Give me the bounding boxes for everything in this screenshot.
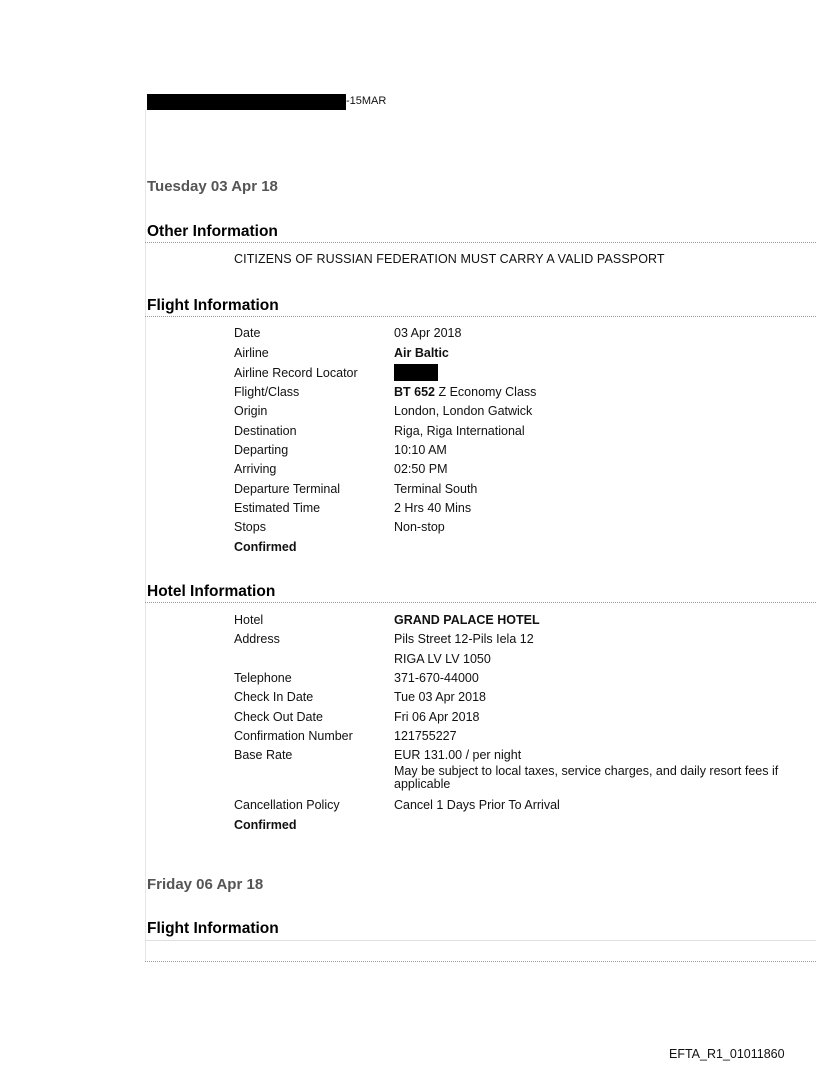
day-heading: Tuesday 03 Apr 18 <box>147 178 278 195</box>
hotel-row-label: Check Out Date <box>234 710 323 724</box>
hotel-row-label: Base Rate <box>234 748 293 762</box>
check-out-date: Fri 06 Apr 2018 <box>394 710 480 724</box>
flight-row-label: Airline <box>234 346 269 360</box>
section-title-flight-information: Flight Information <box>147 297 279 314</box>
section-title-flight-information: Flight Information <box>147 920 279 937</box>
section-divider <box>145 940 816 941</box>
flight-row-label: Flight/Class <box>234 385 300 399</box>
flight-row-label: Destination <box>234 424 297 438</box>
flight-row-value: London, London Gatwick <box>394 404 533 418</box>
section-bottom-rule <box>145 961 816 962</box>
airline-name: Air Baltic <box>394 346 449 360</box>
flight-row-label: Estimated Time <box>234 501 321 515</box>
rate-disclaimer: May be subject to local taxes, service charges, and daily resort fees if applicable <box>394 764 779 791</box>
hotel-row-label: Confirmation Number <box>234 729 353 743</box>
check-in-date: Tue 03 Apr 2018 <box>394 690 486 704</box>
passport-notice: CITIZENS OF RUSSIAN FEDERATION MUST CARRY A VALID PASSPORT <box>234 252 665 266</box>
hotel-address-line-1: Pils Street 12-Pils Iela 12 <box>394 632 534 646</box>
base-rate: EUR 131.00 / per night <box>394 748 522 762</box>
confirmation-number: 121755227 <box>394 729 457 743</box>
section-title-hotel-information: Hotel Information <box>147 583 276 600</box>
flight-class-value <box>394 385 536 399</box>
day-heading: Friday 06 Apr 18 <box>147 876 264 893</box>
flight-row-value: 02:50 PM <box>394 462 448 476</box>
booking-reference-suffix: -15MAR <box>346 95 387 107</box>
flight-status: Confirmed <box>234 540 297 554</box>
hotel-row-label: Cancellation Policy <box>234 798 340 812</box>
flight-row-value: Terminal South <box>394 482 478 496</box>
flight-row-label: Origin <box>234 404 268 418</box>
flight-row-label: Arriving <box>234 462 277 476</box>
flight-number: BT 652 <box>394 385 435 399</box>
flight-row-value: 10:10 AM <box>394 443 447 457</box>
hotel-address-line-2: RIGA LV LV 1050 <box>394 652 491 666</box>
redaction-bar <box>147 94 346 110</box>
section-title-other-information: Other Information <box>147 223 278 240</box>
hotel-row-label: Telephone <box>234 671 292 685</box>
flight-row-label: Departing <box>234 443 289 457</box>
cabin-class: Z Economy Class <box>435 385 537 399</box>
hotel-status: Confirmed <box>234 818 297 832</box>
hotel-row-label: Check In Date <box>234 690 314 704</box>
flight-row-value: 03 Apr 2018 <box>394 326 462 340</box>
flight-row-label: Stops <box>234 520 266 534</box>
record-locator-redaction <box>394 364 438 381</box>
flight-row-label: Airline Record Locator <box>234 366 358 380</box>
left-border-rule <box>145 110 146 962</box>
hotel-name: GRAND PALACE HOTEL <box>394 613 540 627</box>
hotel-row-label: Hotel <box>234 613 264 627</box>
flight-row-label: Departure Terminal <box>234 482 341 496</box>
flight-row-value: Riga, Riga International <box>394 424 525 438</box>
section-divider <box>145 316 816 317</box>
section-divider <box>145 242 816 243</box>
flight-row-label: Date <box>234 326 261 340</box>
hotel-row-label: Address <box>234 632 280 646</box>
section-divider <box>145 602 816 603</box>
hotel-telephone: 371-670-44000 <box>394 671 479 685</box>
flight-row-value: Non-stop <box>394 520 445 534</box>
flight-row-value: 2 Hrs 40 Mins <box>394 501 472 515</box>
cancellation-policy: Cancel 1 Days Prior To Arrival <box>394 798 560 812</box>
document-id: EFTA_R1_01011860 <box>669 1047 785 1061</box>
